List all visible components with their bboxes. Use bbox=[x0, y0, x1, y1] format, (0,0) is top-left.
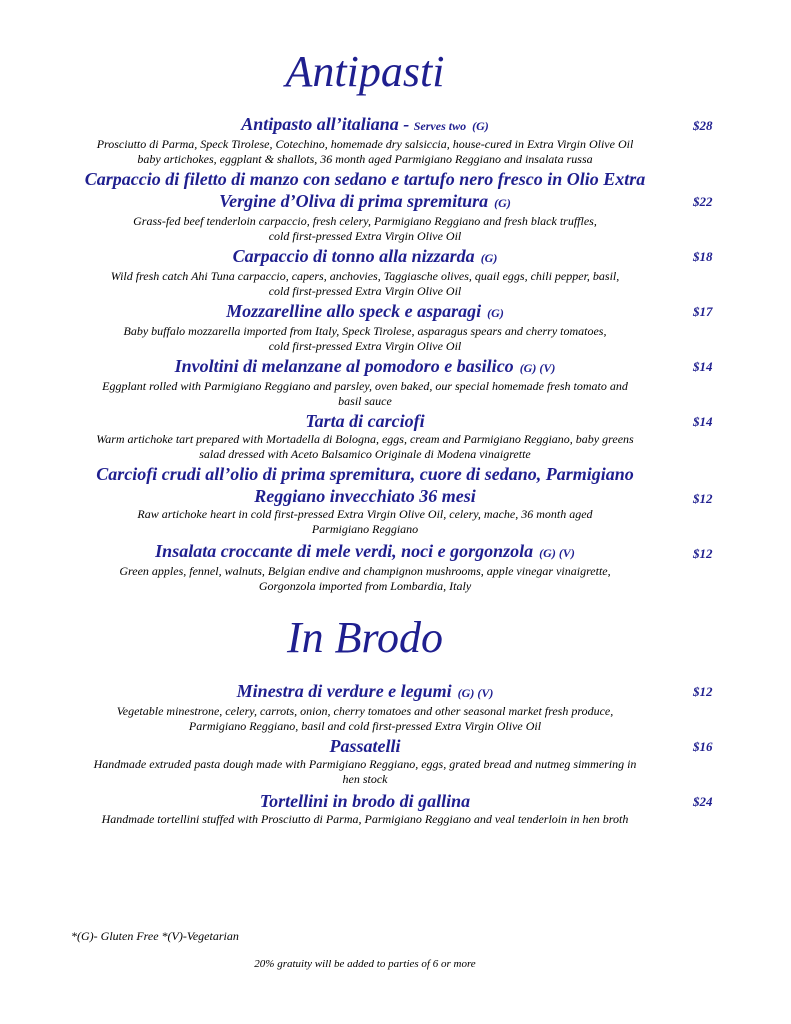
section-title-in-brodo: In Brodo bbox=[286, 613, 444, 662]
item-price: $12 bbox=[693, 491, 713, 506]
gratuity-note: 20% gratuity will be added to parties of 6 or more bbox=[254, 958, 476, 970]
item-description: Warm artichoke tart prepared with Mortadella di Bologna, eggs, cream and Parmigiano Reggiano, baby greens salad dressed with Aceto Balsamico Originale di Modena vinaigrette bbox=[96, 432, 634, 461]
item-name: Passatelli bbox=[329, 736, 401, 756]
item-name: Insalata croccante di mele verdi, noci e gorgonzola bbox=[155, 541, 534, 561]
item-name: Carciofi crudi all’olio di prima spremitura, cuore di sedano, Parmigiano Reggiano invecchiato 36 mesi bbox=[96, 464, 634, 506]
item-price: $12 bbox=[693, 684, 713, 699]
item-description: Eggplant rolled with Parmigiano Reggiano and parsley, oven baked, our special homemade fresh tomato and basil sauce bbox=[102, 379, 628, 408]
menu-item bbox=[60, 463, 670, 537]
item-name: Carpaccio di filetto di manzo con sedano e tartufo nero fresco in Olio Extra Vergine d’Oliva di prima spremitura bbox=[84, 169, 646, 211]
item-dietary-tags: (G) (V) bbox=[457, 686, 494, 700]
item-price: $18 bbox=[693, 249, 713, 264]
item-dietary-tags: (G) bbox=[487, 306, 504, 320]
section-title-antipasti: Antipasti bbox=[285, 47, 445, 96]
item-name: Minestra di verdure e legumi bbox=[236, 681, 452, 701]
item-dietary-tags: (G) (V) bbox=[539, 546, 575, 560]
item-description: Vegetable minestrone, celery, carrots, onion, cherry tomatoes and other seasonal market fresh produce, Parmigiano Reggiano, basil and cold first-pressed Extra Virgin Olive Oil bbox=[116, 704, 614, 733]
dietary-legend: *(G)- Gluten Free *(V)-Vegetarian bbox=[71, 929, 239, 943]
item-price: $14 bbox=[693, 414, 713, 429]
item-price: $22 bbox=[693, 194, 713, 209]
item-note: Serves two bbox=[413, 119, 467, 133]
item-description: Baby buffalo mozzarella imported from Italy, Speck Tirolese, asparagus spears and cherry tomatoes, cold first-pressed Extra Virgin Olive Oil bbox=[123, 324, 607, 353]
item-dietary-tags: (G) bbox=[480, 251, 498, 265]
item-price: $28 bbox=[693, 118, 713, 133]
item-name: Antipasto all’italiana - bbox=[241, 114, 414, 134]
menu-item bbox=[60, 245, 670, 299]
item-description: Wild fresh catch Ahi Tuna carpaccio, capers, anchovies, Taggiasche olives, quail eggs, chili pepper, basil, cold first-pressed Extra Virgin Olive Oil bbox=[110, 269, 620, 298]
item-description: Handmade tortellini stuffed with Prosciutto di Parma, Parmigiano Reggiano and veal tenderloin in hen broth bbox=[101, 812, 629, 826]
menu-item bbox=[60, 113, 670, 167]
item-price: $24 bbox=[693, 794, 713, 809]
item-name: Involtini di melanzane al pomodoro e basilico bbox=[174, 356, 514, 376]
item-price: $16 bbox=[693, 739, 713, 754]
menu-item bbox=[60, 355, 670, 409]
item-description: Handmade extruded pasta dough made with Parmigiano Reggiano, eggs, grated bread and nutmeg simmering in hen stock bbox=[93, 757, 637, 786]
menu-item bbox=[60, 300, 670, 354]
item-description: Raw artichoke heart in cold first-pressed Extra Virgin Olive Oil, celery, mache, 36 month aged Parmigiano Reggiano bbox=[137, 507, 593, 536]
item-name: Carpaccio di tonno alla nizzarda bbox=[232, 246, 475, 266]
menu-item bbox=[60, 540, 670, 594]
menu-item bbox=[60, 680, 670, 734]
item-dietary-tags: (G) bbox=[472, 119, 489, 133]
menu-item bbox=[60, 410, 670, 462]
item-name: Tarta di carciofi bbox=[305, 411, 425, 431]
item-price: $12 bbox=[693, 546, 713, 561]
item-price: $17 bbox=[693, 304, 713, 319]
item-dietary-tags: (G) (V) bbox=[519, 361, 556, 375]
item-price: $14 bbox=[693, 359, 713, 374]
menu-item bbox=[60, 790, 670, 827]
menu-item bbox=[60, 168, 670, 244]
item-name: Mozzarelline allo speck e asparagi bbox=[226, 301, 482, 321]
item-description: Green apples, fennel, walnuts, Belgian endive and champignon mushrooms, apple vinegar vinaigrette, Gorgonzola imported from Lombardia, Italy bbox=[119, 564, 611, 593]
menu-item bbox=[60, 735, 670, 787]
item-description: Grass-fed beef tenderloin carpaccio, fresh celery, Parmigiano Reggiano and fresh black truffles, cold first-pressed Extra Virgin Olive Oil bbox=[133, 214, 597, 243]
item-dietary-tags: (G) bbox=[494, 196, 511, 210]
item-name: Tortellini in brodo di gallina bbox=[259, 791, 471, 811]
item-description: Prosciutto di Parma, Speck Tirolese, Cotechino, homemade dry salsiccia, house-cured in Extra Virgin Olive Oil baby artichokes, eggplant & shallots, 36 month aged Parmigiano Reggiano and insalata russa bbox=[96, 137, 634, 166]
